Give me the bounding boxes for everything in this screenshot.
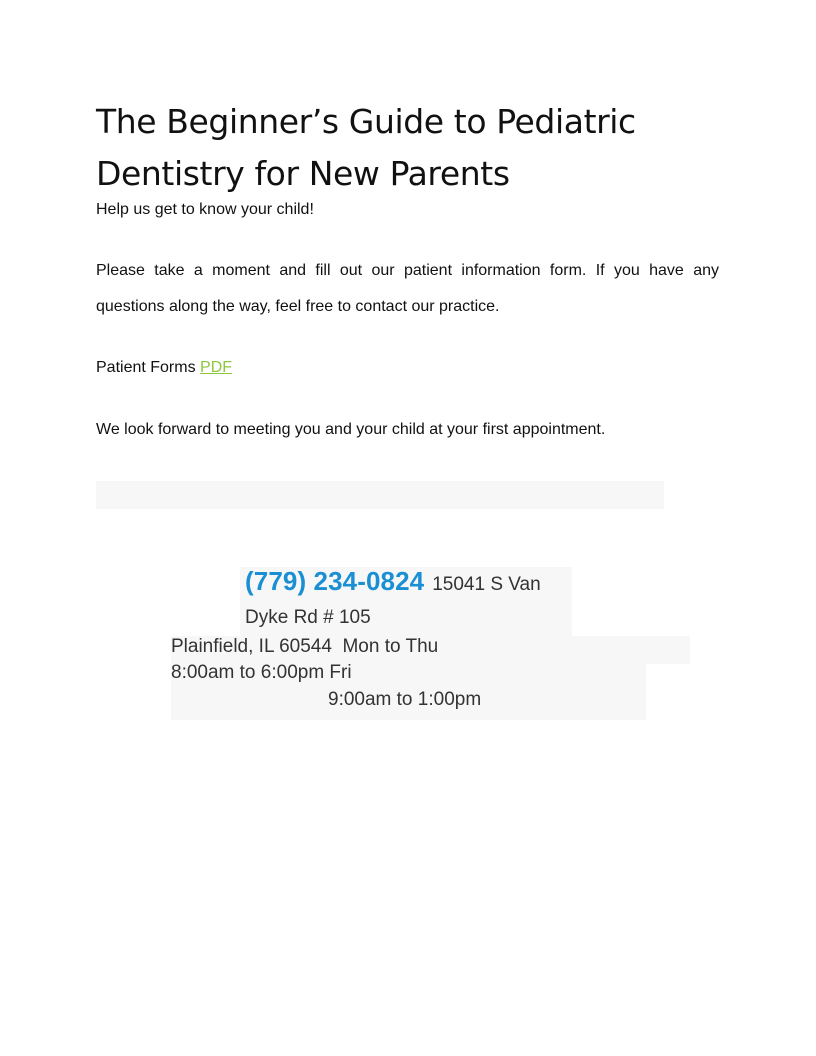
weekday-hours: 8:00am to 6:00pm Fri bbox=[171, 662, 352, 683]
address-suite: Dyke Rd # 105 bbox=[245, 607, 371, 628]
phone-number-link[interactable]: (779) 234-0824 bbox=[245, 566, 425, 596]
closing-line: We look forward to meeting you and your child at your first appointment. bbox=[96, 421, 606, 438]
patient-forms-line bbox=[96, 357, 232, 379]
contact-phone-line bbox=[245, 566, 541, 597]
page-title: The Beginner’s Guide to Pediatric Dentistry for New Parents bbox=[96, 102, 636, 193]
address-street: 15041 S Van bbox=[432, 574, 541, 595]
pdf-link[interactable]: PDF bbox=[200, 359, 233, 376]
friday-hours: 9:00am to 1:00pm bbox=[328, 689, 482, 710]
patient-forms-label: Patient Forms bbox=[96, 359, 196, 376]
address-city-and-days: Plainfield, IL 60544 Mon to Thu bbox=[171, 636, 439, 657]
grey-placeholder-bar bbox=[96, 481, 664, 509]
subtitle: Help us get to know your child! bbox=[96, 201, 314, 218]
intro-paragraph: Please take a moment and fill out our patient information form. If you have any questions along the way, feel free to contact our practice. bbox=[96, 262, 719, 315]
